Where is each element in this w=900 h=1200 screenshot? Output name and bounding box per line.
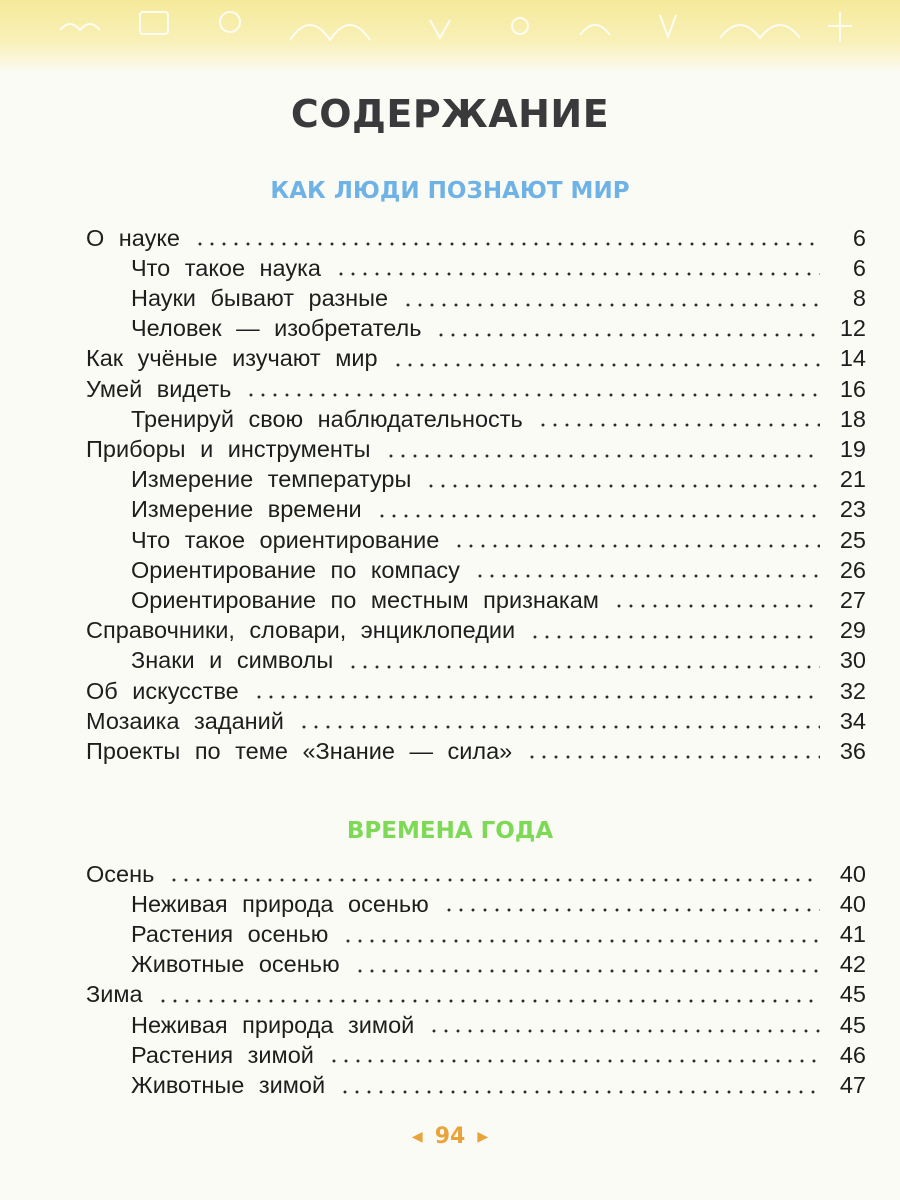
toc-entry-title: О науке bbox=[86, 224, 180, 251]
dot-leader bbox=[428, 1029, 820, 1033]
dot-leader bbox=[157, 999, 820, 1003]
toc-entry-page: 23 bbox=[839, 496, 866, 523]
toc-entry-page: 6 bbox=[852, 224, 866, 251]
dot-leader bbox=[526, 755, 820, 759]
toc-entry-page: 30 bbox=[839, 647, 866, 674]
toc-entry-page: 45 bbox=[839, 981, 866, 1008]
toc-entry-title: Зима bbox=[86, 981, 143, 1008]
toc-entry-page: 32 bbox=[839, 677, 866, 704]
toc-entry-title: Животные зимой bbox=[131, 1072, 326, 1098]
toc-entry-page: 14 bbox=[839, 345, 866, 372]
triangle-left-icon: ◀ bbox=[411, 1129, 423, 1145]
section-heading-how-people-know-world: КАК ЛЮДИ ПОЗНАЮТ МИР bbox=[270, 178, 630, 204]
toc-entry-page: 36 bbox=[839, 737, 866, 764]
toc-entry-title: Что такое наука bbox=[131, 254, 321, 281]
decorative-header-band bbox=[0, 0, 900, 75]
page-number: 94 bbox=[434, 1124, 466, 1149]
dot-leader bbox=[443, 908, 820, 912]
toc-entry[interactable] bbox=[86, 220, 866, 250]
dot-leader bbox=[425, 484, 820, 488]
dot-leader bbox=[328, 1059, 820, 1063]
toc-entry[interactable] bbox=[86, 431, 866, 461]
toc-entry[interactable] bbox=[86, 886, 866, 916]
toc-entry[interactable] bbox=[86, 977, 866, 1007]
triangle-right-icon: ▶ bbox=[477, 1129, 489, 1145]
toc-entry-title: Науки бывают разные bbox=[131, 285, 389, 312]
toc-entry[interactable] bbox=[86, 947, 866, 977]
toc-entry-title: Тренируй свою наблюдательность bbox=[131, 405, 523, 432]
dot-leader bbox=[453, 544, 820, 548]
toc-entry-title: Человек — изобретатель bbox=[131, 315, 422, 342]
toc-entry[interactable] bbox=[86, 552, 866, 582]
dot-leader bbox=[537, 423, 820, 427]
toc-entry-title: Неживая природа зимой bbox=[131, 1011, 415, 1038]
toc-entry[interactable] bbox=[86, 401, 866, 431]
dot-leader bbox=[376, 514, 820, 518]
toc-entry[interactable] bbox=[86, 733, 866, 763]
dot-leader bbox=[392, 363, 820, 367]
toc-entry[interactable] bbox=[86, 371, 866, 401]
toc-entry-page: 27 bbox=[839, 586, 866, 613]
toc-entry-title: Ориентирование по местным признакам bbox=[131, 586, 599, 613]
toc-entry[interactable] bbox=[86, 341, 866, 371]
toc-section-1 bbox=[86, 220, 866, 763]
toc-entry[interactable] bbox=[86, 1037, 866, 1067]
toc-entry-title: Об искусстве bbox=[86, 677, 239, 704]
toc-entry-page: 34 bbox=[839, 707, 866, 734]
toc-entry-title: Измерение температуры bbox=[131, 466, 412, 493]
toc-entry-page: 8 bbox=[852, 285, 866, 312]
toc-entry[interactable] bbox=[86, 492, 866, 522]
toc-entry-title: Проекты по теме «Знание — сила» bbox=[86, 737, 513, 764]
toc-entry-page: 6 bbox=[852, 254, 866, 281]
toc-entry[interactable] bbox=[86, 462, 866, 492]
dot-leader bbox=[342, 939, 820, 943]
toc-section-2 bbox=[86, 856, 866, 1098]
toc-entry-title: Ориентирование по компасу bbox=[131, 556, 460, 583]
toc-entry[interactable] bbox=[86, 703, 866, 733]
toc-entry[interactable] bbox=[86, 1067, 866, 1097]
toc-entry-page: 46 bbox=[839, 1041, 866, 1068]
toc-entry-title: Неживая природа осенью bbox=[131, 890, 429, 917]
toc-entry-title: Растения осенью bbox=[131, 921, 329, 948]
dot-leader bbox=[339, 1090, 820, 1094]
dot-leader bbox=[435, 333, 820, 337]
dot-leader bbox=[335, 272, 820, 276]
dot-leader bbox=[168, 878, 820, 882]
toc-entry[interactable] bbox=[86, 311, 866, 341]
toc-entry-page: 16 bbox=[839, 375, 866, 402]
toc-entry-page: 40 bbox=[839, 890, 866, 917]
dot-leader bbox=[354, 969, 820, 973]
toc-entry-page: 12 bbox=[839, 315, 866, 342]
toc-entry-page: 29 bbox=[839, 617, 866, 644]
toc-entry-title: Растения зимой bbox=[131, 1041, 314, 1068]
toc-entry-page: 26 bbox=[839, 556, 866, 583]
toc-entry-title: Осень bbox=[86, 860, 155, 887]
dot-leader bbox=[613, 604, 820, 608]
dot-leader bbox=[253, 695, 820, 699]
toc-entry[interactable] bbox=[86, 612, 866, 642]
toc-entry-title: Как учёные изучают мир bbox=[86, 345, 378, 372]
toc-entry[interactable] bbox=[86, 522, 866, 552]
toc-entry[interactable] bbox=[86, 916, 866, 946]
page-footer bbox=[0, 1124, 900, 1149]
toc-entry-page: 47 bbox=[839, 1072, 866, 1098]
toc-entry-title: Измерение времени bbox=[131, 496, 362, 523]
dot-leader bbox=[347, 665, 820, 669]
dot-leader bbox=[245, 393, 820, 397]
toc-entry-title: Умей видеть bbox=[86, 375, 232, 402]
toc-entry-title: Что такое ориентирование bbox=[131, 526, 440, 553]
toc-entry[interactable] bbox=[86, 673, 866, 703]
section-heading-seasons: ВРЕМЕНА ГОДА bbox=[346, 818, 554, 844]
dot-leader bbox=[402, 303, 820, 307]
dot-leader bbox=[529, 635, 820, 639]
dot-leader bbox=[385, 454, 820, 458]
toc-entry[interactable] bbox=[86, 643, 866, 673]
dot-leader bbox=[474, 574, 820, 578]
toc-entry-page: 21 bbox=[839, 466, 866, 493]
toc-entry-title: Животные осенью bbox=[131, 951, 340, 978]
toc-entry[interactable] bbox=[86, 582, 866, 612]
toc-entry-title: Справочники, словари, энциклопедии bbox=[86, 617, 516, 644]
toc-entry-title: Мозаика заданий bbox=[86, 707, 284, 734]
toc-entry-page: 19 bbox=[839, 436, 866, 462]
doodle-illustration bbox=[0, 0, 900, 60]
toc-entry[interactable] bbox=[86, 1007, 866, 1037]
toc-entry-page: 41 bbox=[839, 921, 866, 948]
toc-entry[interactable] bbox=[86, 856, 866, 886]
toc-entry-title: Знаки и символы bbox=[131, 647, 334, 674]
dot-leader bbox=[298, 725, 820, 729]
toc-entry[interactable] bbox=[86, 280, 866, 310]
toc-entry[interactable] bbox=[86, 250, 866, 280]
dot-leader bbox=[194, 242, 820, 246]
toc-entry-title: Приборы и инструменты bbox=[86, 436, 371, 462]
page-title: СОДЕРЖАНИЕ bbox=[290, 92, 610, 136]
toc-entry-page: 40 bbox=[839, 860, 866, 887]
toc-entry-page: 42 bbox=[839, 951, 866, 978]
toc-entry-page: 18 bbox=[839, 405, 866, 432]
toc-entry-page: 25 bbox=[839, 526, 866, 553]
toc-entry-page: 45 bbox=[839, 1011, 866, 1038]
